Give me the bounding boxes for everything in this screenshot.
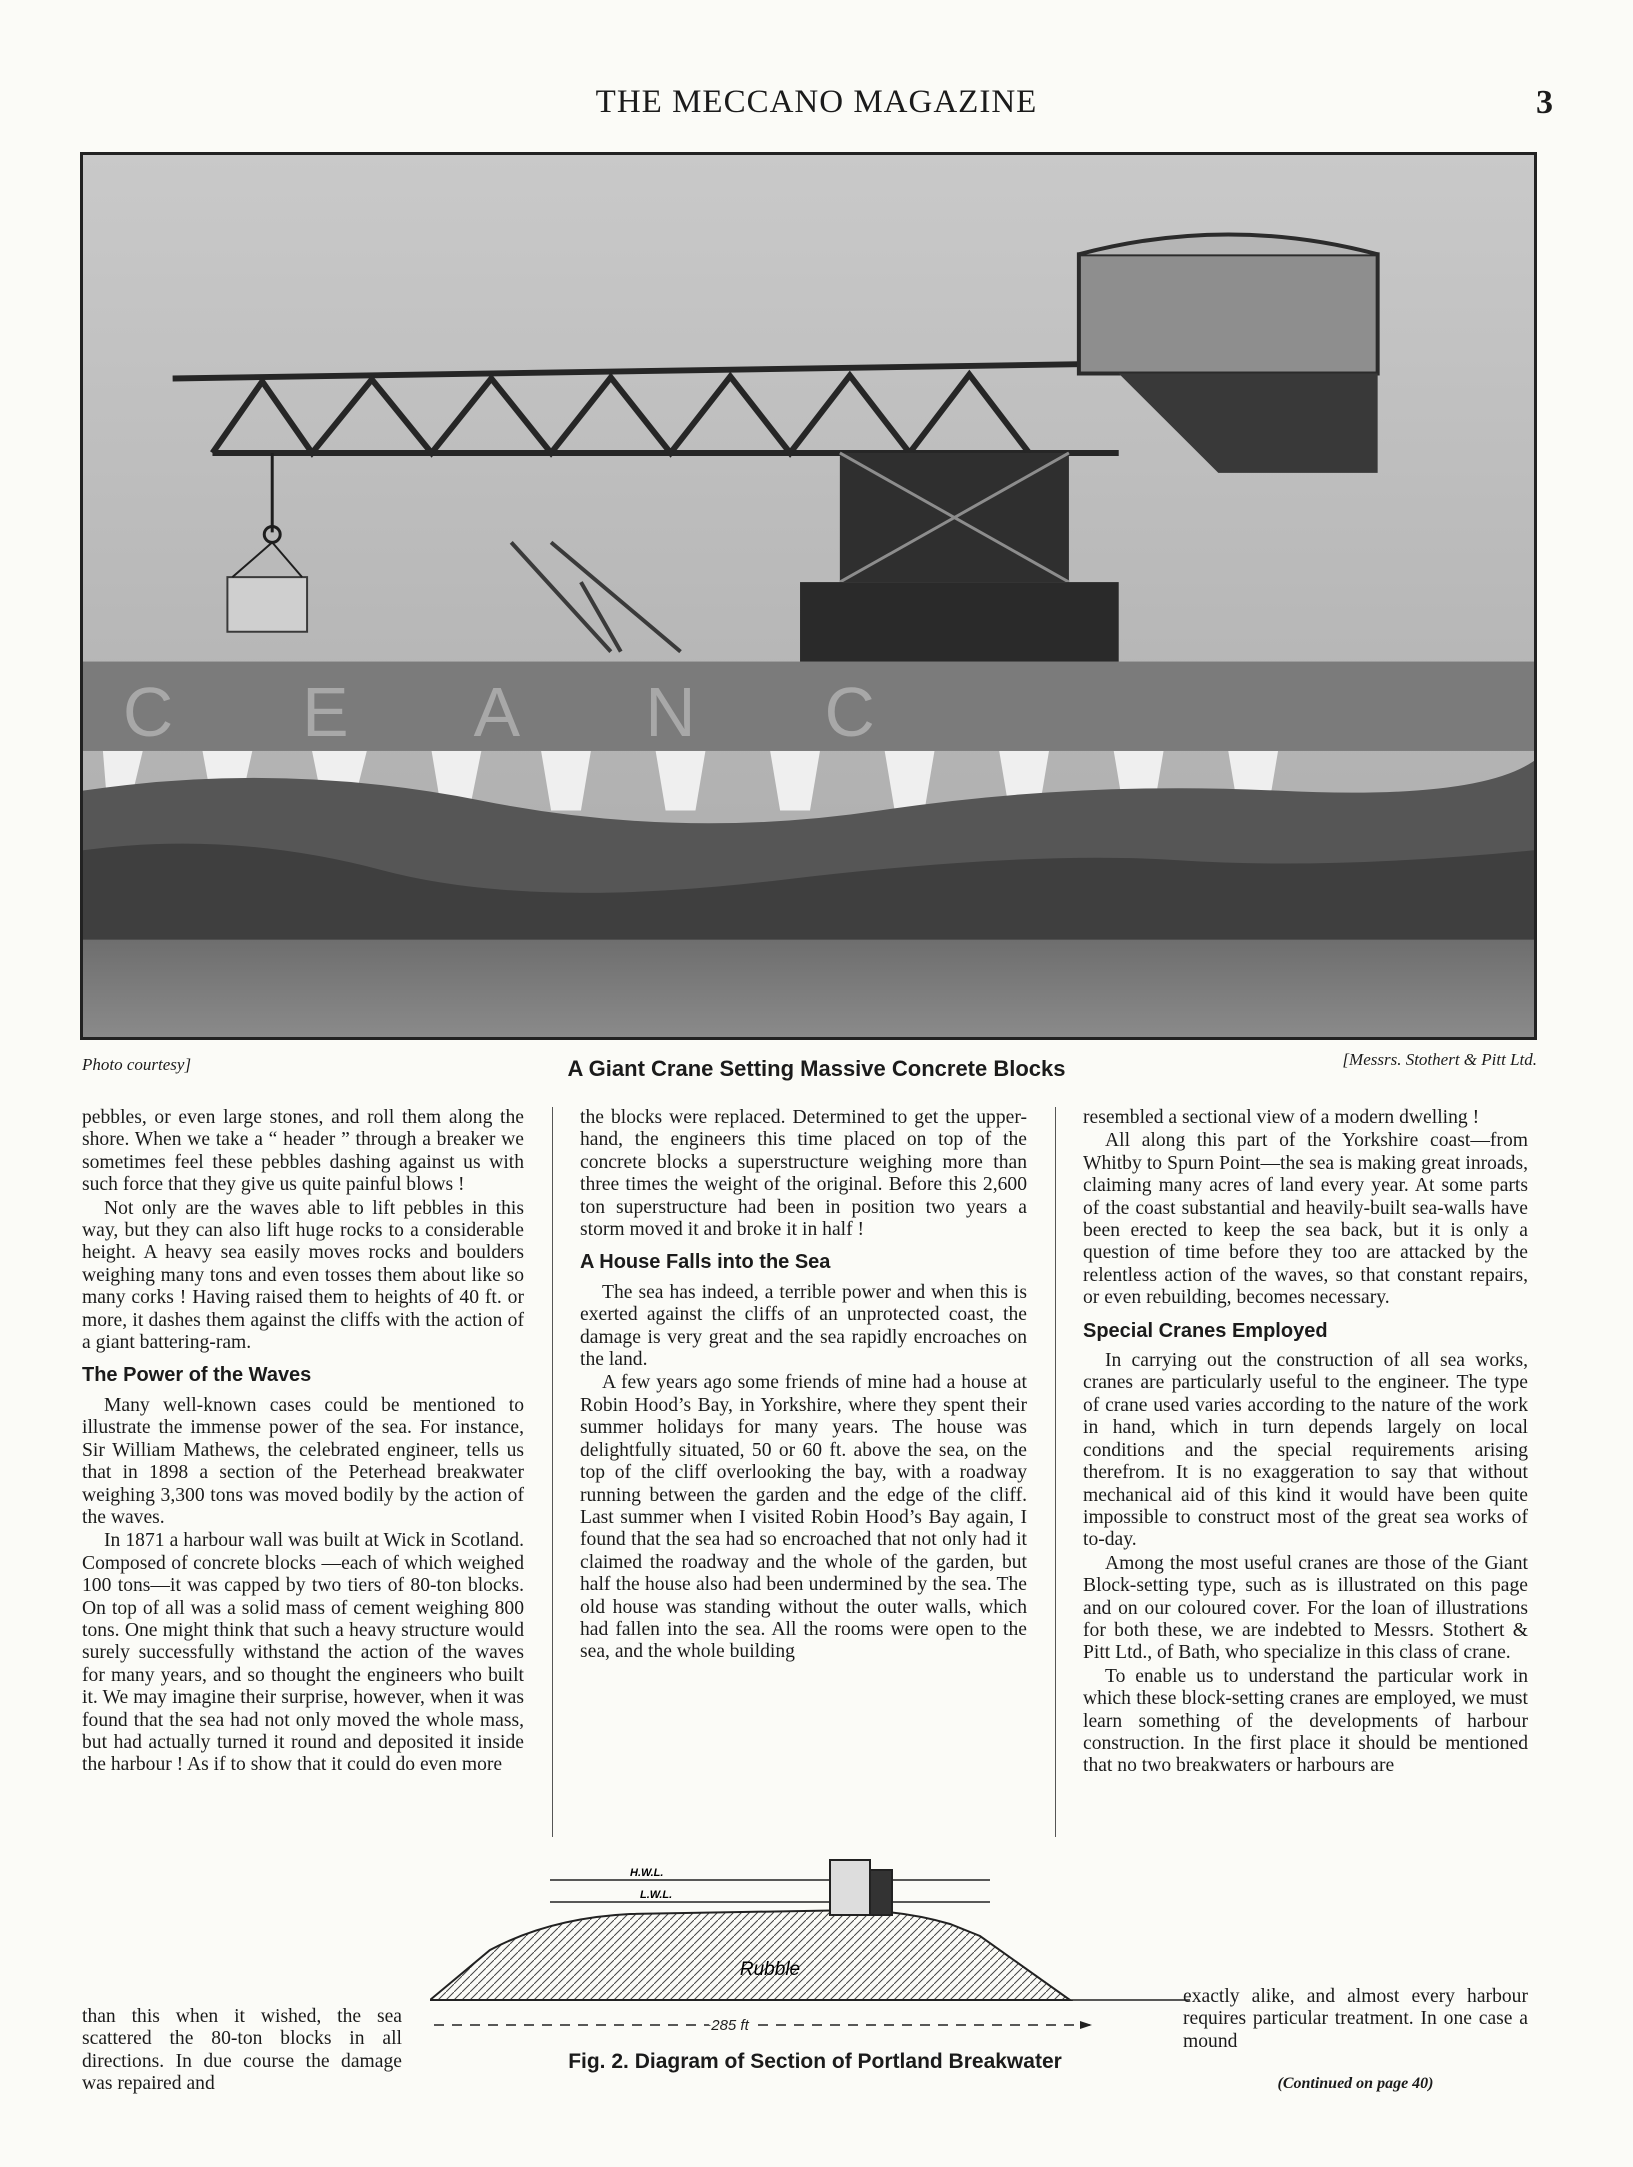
column-2 [580, 1107, 1027, 1665]
column-3-tail: exactly alike, and almost every harbour requires particular treatment. In one case a mound [1183, 1986, 1528, 2052]
section-heading: A House Falls into the Sea [580, 1251, 831, 1274]
photo-caption: A Giant Crane Setting Massive Concrete Blocks [567, 1056, 1066, 1081]
wall-block [870, 1870, 892, 1915]
width-label: 285 ft [711, 2017, 749, 2034]
continued-note: (Continued on page 40) [1277, 2075, 1434, 2092]
rubble-label: Rubble [739, 1959, 801, 1980]
superstructure [830, 1860, 870, 1915]
paragraph: Not only are the waves able to lift pebbles in this way, but they can also lift huge rocks to a considerable height. A heavy sea easily moves rocks and boulders weighing many tons and even tosses them about like so many corks ! Having raised them to heights of 40 ft. or more, it dashes them against the cliffs with the action of a giant battering-ram. [82, 1197, 524, 1354]
column-1-tail: than this when it wished, the sea scattered the 80-ton blocks in all directions. In due course the damage was repaired and [82, 2006, 402, 2095]
column-rule [1055, 1107, 1056, 1837]
paragraph: A few years ago some friends of mine had a house at Robin Hood’s Bay, in Yorkshire, where they spent their summer holidays for many years. The house was delightfully situated, 50 or 60 ft. above the sea, on the top of the cliff overlooking the bay, with a roadway running between the garden and the edge of the cliff. Last summer when I visited Robin Hood’s Bay again, I found that the sea had so encroached that not only had it claimed the roadway and the whole of the garden, but half the house also had been undermined by the sea. The old house was standing without the outer walls, which had fallen into the sea. All the rooms were open to the sea, and the whole building [580, 1372, 1027, 1663]
paragraph: In carrying out the construction of all sea works, cranes are particularly useful to the engineer. The type of crane used varies according to the nature of the work in hand, which in turn depends largely on local conditions and the special requirements arising therefrom. It is no exaggeration to say that without mechanical aid of this kind it would have been quite impossible to construct most of the great sea works of to-day. [1083, 1350, 1528, 1551]
arrow-right [1080, 2021, 1092, 2029]
section-heading: Special Cranes Employed [1083, 1319, 1328, 1342]
paragraph: the blocks were replaced. Determined to get the upper-hand, the engineers this time placed on top of the concrete blocks a superstructure weighing more than three times the weight of the original. Before this 2,600 ton superstructure had been in position two years a storm moved it and broke it in half ! [580, 1107, 1027, 1241]
figure-caption: Fig. 2. Diagram of Section of Portland Breakwater [568, 2050, 1062, 2073]
photo-credit-left: Photo courtesy] [82, 1055, 192, 1074]
lwl-label: L.W.L. [640, 1889, 673, 1901]
paragraph: resembled a sectional view of a modern dwelling ! [1083, 1107, 1480, 1128]
crane-photograph [80, 152, 1537, 1040]
photo-credit-right: [Messrs. Stothert & Pitt Ltd. [1342, 1050, 1537, 1069]
paragraph: In 1871 a harbour wall was built at Wick in Scotland. Composed of concrete blocks —each of which weighed 100 tons—it was capped by two tiers of 80-ton blocks. On top of all was a solid mass of cement weighing 800 tons. One might think that such a heavy structure would surely successfully withstand the action of the waves for many years, and so thought the engineers who built it. We may imagine their surprise, however, when it was found that the sea had not only moved the whole mass, but had actually turned it round and deposited it inside the harbour ! As if to show that it could do even more [82, 1530, 524, 1776]
running-head [80, 84, 1553, 134]
paragraph: To enable us to understand the particular work in which these block-setting cranes are employed, we must learn something of the developments of harbour construction. In the first place it should be mentioned that no two breakwaters or harbours are [1083, 1665, 1528, 1777]
breakwater-diagram [430, 1840, 1190, 2040]
section-heading: The Power of the Waves [82, 1364, 312, 1387]
paragraph: The sea has indeed, a terrible power and when this is exerted against the cliffs of an unprotected coast, the damage is very great and the sea rapidly encroaches on the land. [580, 1281, 1027, 1371]
hwl-label: H.W.L. [630, 1867, 664, 1879]
page-number: 3 [1536, 84, 1553, 121]
column-1 [82, 1107, 524, 1778]
column-rule [552, 1107, 553, 1837]
magazine-title: THE MECCANO MAGAZINE [595, 84, 1038, 120]
paragraph: Many well-known cases could be mentioned to illustrate the immense power of the sea. For instance, Sir William Mathews, the celebrated engineer, tells us that in 1898 a section of the Peterhead breakwater weighing 3,300 tons was moved bodily by the action of the waves. [82, 1394, 524, 1528]
column-3 [1083, 1107, 1528, 1779]
paragraph: pebbles, or even large stones, and roll them along the shore. When we take a “ header ” through a breaker we sometimes feel these pebbles dashing against us with such force that they give us quite painful blows ! [82, 1107, 524, 1196]
rubble-mound [430, 1910, 1070, 2000]
paragraph: All along this part of the Yorkshire coast—from Whitby to Spurn Point—the sea is making great inroads, claiming many acres of land every year. At some parts of the coast substantial and heavily-built sea-walls have been erected to keep the sea back, but it is only a question of time before they too are attacked by the relentless action of the waves, so that constant repairs, or even rebuilding, becomes necessary. [1083, 1130, 1528, 1309]
svg-text:C E A N C: C E A N C [122, 673, 930, 752]
paragraph: Among the most useful cranes are those of the Giant Block-setting type, such as is illustrated on this page and on our coloured cover. For the loan of illustrations for both these, we are indebted to Messrs. Stothert & Pitt Ltd., of Bath, who specialize in this class of crane. [1083, 1552, 1528, 1664]
